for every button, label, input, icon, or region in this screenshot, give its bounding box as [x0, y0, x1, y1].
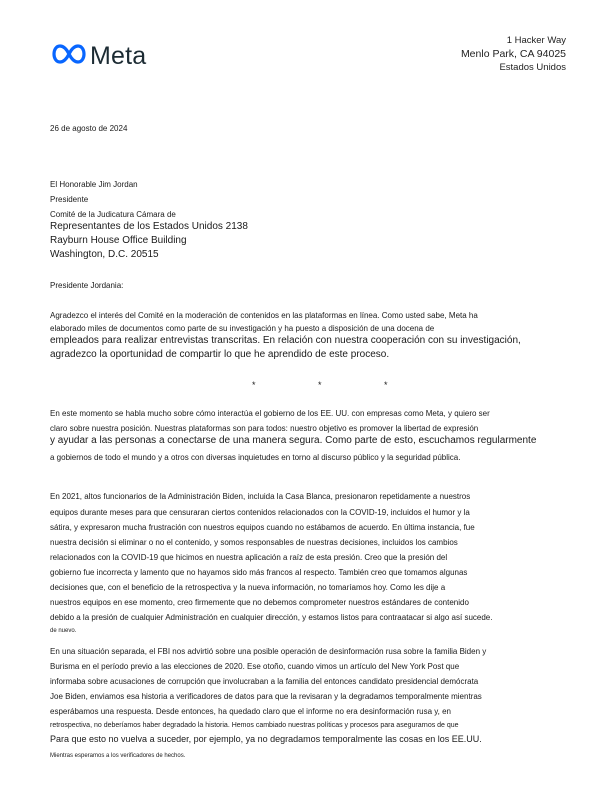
paragraph-line: elaborado miles de documentos como parte de su investigación y ha puesto a disposición de una docena de [50, 324, 435, 333]
recipient-line: El Honorable Jim Jordan [50, 180, 138, 189]
paragraph-line: nuestros equipos en ese momento, creo firmemente que no debemos comprometer nuestros estándares de contenido [50, 598, 469, 607]
address-line: Menlo Park, CA 94025 [460, 47, 566, 60]
paragraph-line: a gobiernos de todo el mundo y a otros con diversas inquietudes en torno al discurso público y la seguridad pública. [50, 453, 461, 462]
paragraph-line: Joe Biden, enviamos esa historia a verificadores de datos para que la revisaran y la degradamos temporalmente mientras [50, 692, 482, 701]
salutation: Presidente Jordania: [50, 281, 124, 290]
paragraph-line: decisiones que, con el beneficio de la retrospectiva y la nueva información, no tomaríamos hoy. Como les dije a [50, 583, 446, 592]
paragraph-line: sátira, y expresaron mucha frustración con nuestros equipos cuando no estábamos de acuerdo. En última instancia, fue [50, 523, 475, 532]
paragraph-line: equipos durante meses para que censuraran ciertos contenidos relacionados con la COVID-19, incluidos el humor y la [50, 508, 470, 517]
paragraph-line: Burisma en el período previo a las elecciones de 2020. Ese otoño, cuando vimos un artículo del New York Post que [50, 662, 460, 671]
paragraph-line: retrospectiva, no deberíamos haber degradado la historia. Hemos cambiado nuestras políticas y procesos para asegurarnos de que [50, 722, 459, 729]
paragraph-line: En 2021, altos funcionarios de la Administración Biden, incluida la Casa Blanca, presionaron repetidamente a nuestros [50, 492, 471, 501]
paragraph-line: Agradezco el interés del Comité en la moderación de contenidos en las plataformas en línea. Como usted sabe, Meta ha [50, 311, 478, 320]
recipient-line: Washington, D.C. 20515 [50, 249, 159, 260]
address-line: 1 Hacker Way [506, 35, 566, 46]
paragraph-line: debido a la presión de cualquier Administración en cualquier dirección, y estamos listos para contraatacar si algo así sucede. [50, 613, 493, 622]
recipient-line: Representantes de los Estados Unidos 2138 [50, 221, 248, 232]
paragraph-line: informaba sobre acusaciones de corrupción que involucraban a la familia del entonces candidato presidencial demócrata [50, 677, 479, 686]
letter-date: 26 de agosto de 2024 [50, 124, 128, 133]
paragraph-line: y ayudar a las personas a conectarse de una manera segura. Como parte de esto, escuchamos regularmente [50, 435, 537, 446]
paragraph-line: Para que esto no vuelva a suceder, por ejemplo, ya no degradamos temporalmente las cosas en los EE.UU. [50, 734, 482, 744]
paragraph-line: agradezco la oportunidad de compartir lo que he aprendido de este proceso. [50, 349, 390, 360]
address-line: Estados Unidos [499, 62, 566, 73]
recipient-line: Rayburn House Office Building [50, 235, 187, 246]
paragraph-line: empleados para realizar entrevistas transcritas. En relación con nuestra cooperación con su investigación, [50, 335, 521, 346]
paragraph-line: nuestra decisión si eliminar o no el contenido, y somos responsables de nuestras decisiones, incluidos los cambios [50, 538, 458, 547]
sender-address [461, 34, 566, 75]
meta-wordmark: Meta [90, 42, 147, 70]
recipient-line: Presidente [50, 195, 89, 204]
section-separator: * * * [252, 380, 418, 390]
paragraph-line: relacionados con la COVID-19 que hicimos en nuestra aplicación a raíz de esta presión. Creo que la presión del [50, 553, 448, 562]
paragraph-line: de nuevo. [50, 628, 77, 634]
paragraph-line: En este momento se habla mucho sobre cómo interactúa el gobierno de los EE. UU. con empresas como Meta, y quiero ser [50, 409, 490, 418]
paragraph-line: gobierno fue incorrecta y lamento que no hayamos sido más francos al respecto. También creo que tomamos algunas [50, 568, 468, 577]
recipient-line: Comité de la Judicatura Cámara de [50, 210, 176, 219]
meta-infinity-icon [52, 44, 86, 69]
paragraph-line: esperábamos una respuesta. Desde entonces, ha quedado claro que el informe no era desinformación rusa y, en [50, 707, 451, 716]
meta-logo [52, 42, 146, 71]
paragraph-line: Mientras esperamos a los verificadores de hechos. [50, 753, 186, 759]
paragraph-line: En una situación separada, el FBI nos advirtió sobre una posible operación de desinformación rusa sobre la familia Biden y [50, 647, 487, 656]
paragraph-line: claro sobre nuestra posición. Nuestras plataformas son para todos: nuestro objetivo es promover la libertad de expresión [50, 424, 479, 433]
